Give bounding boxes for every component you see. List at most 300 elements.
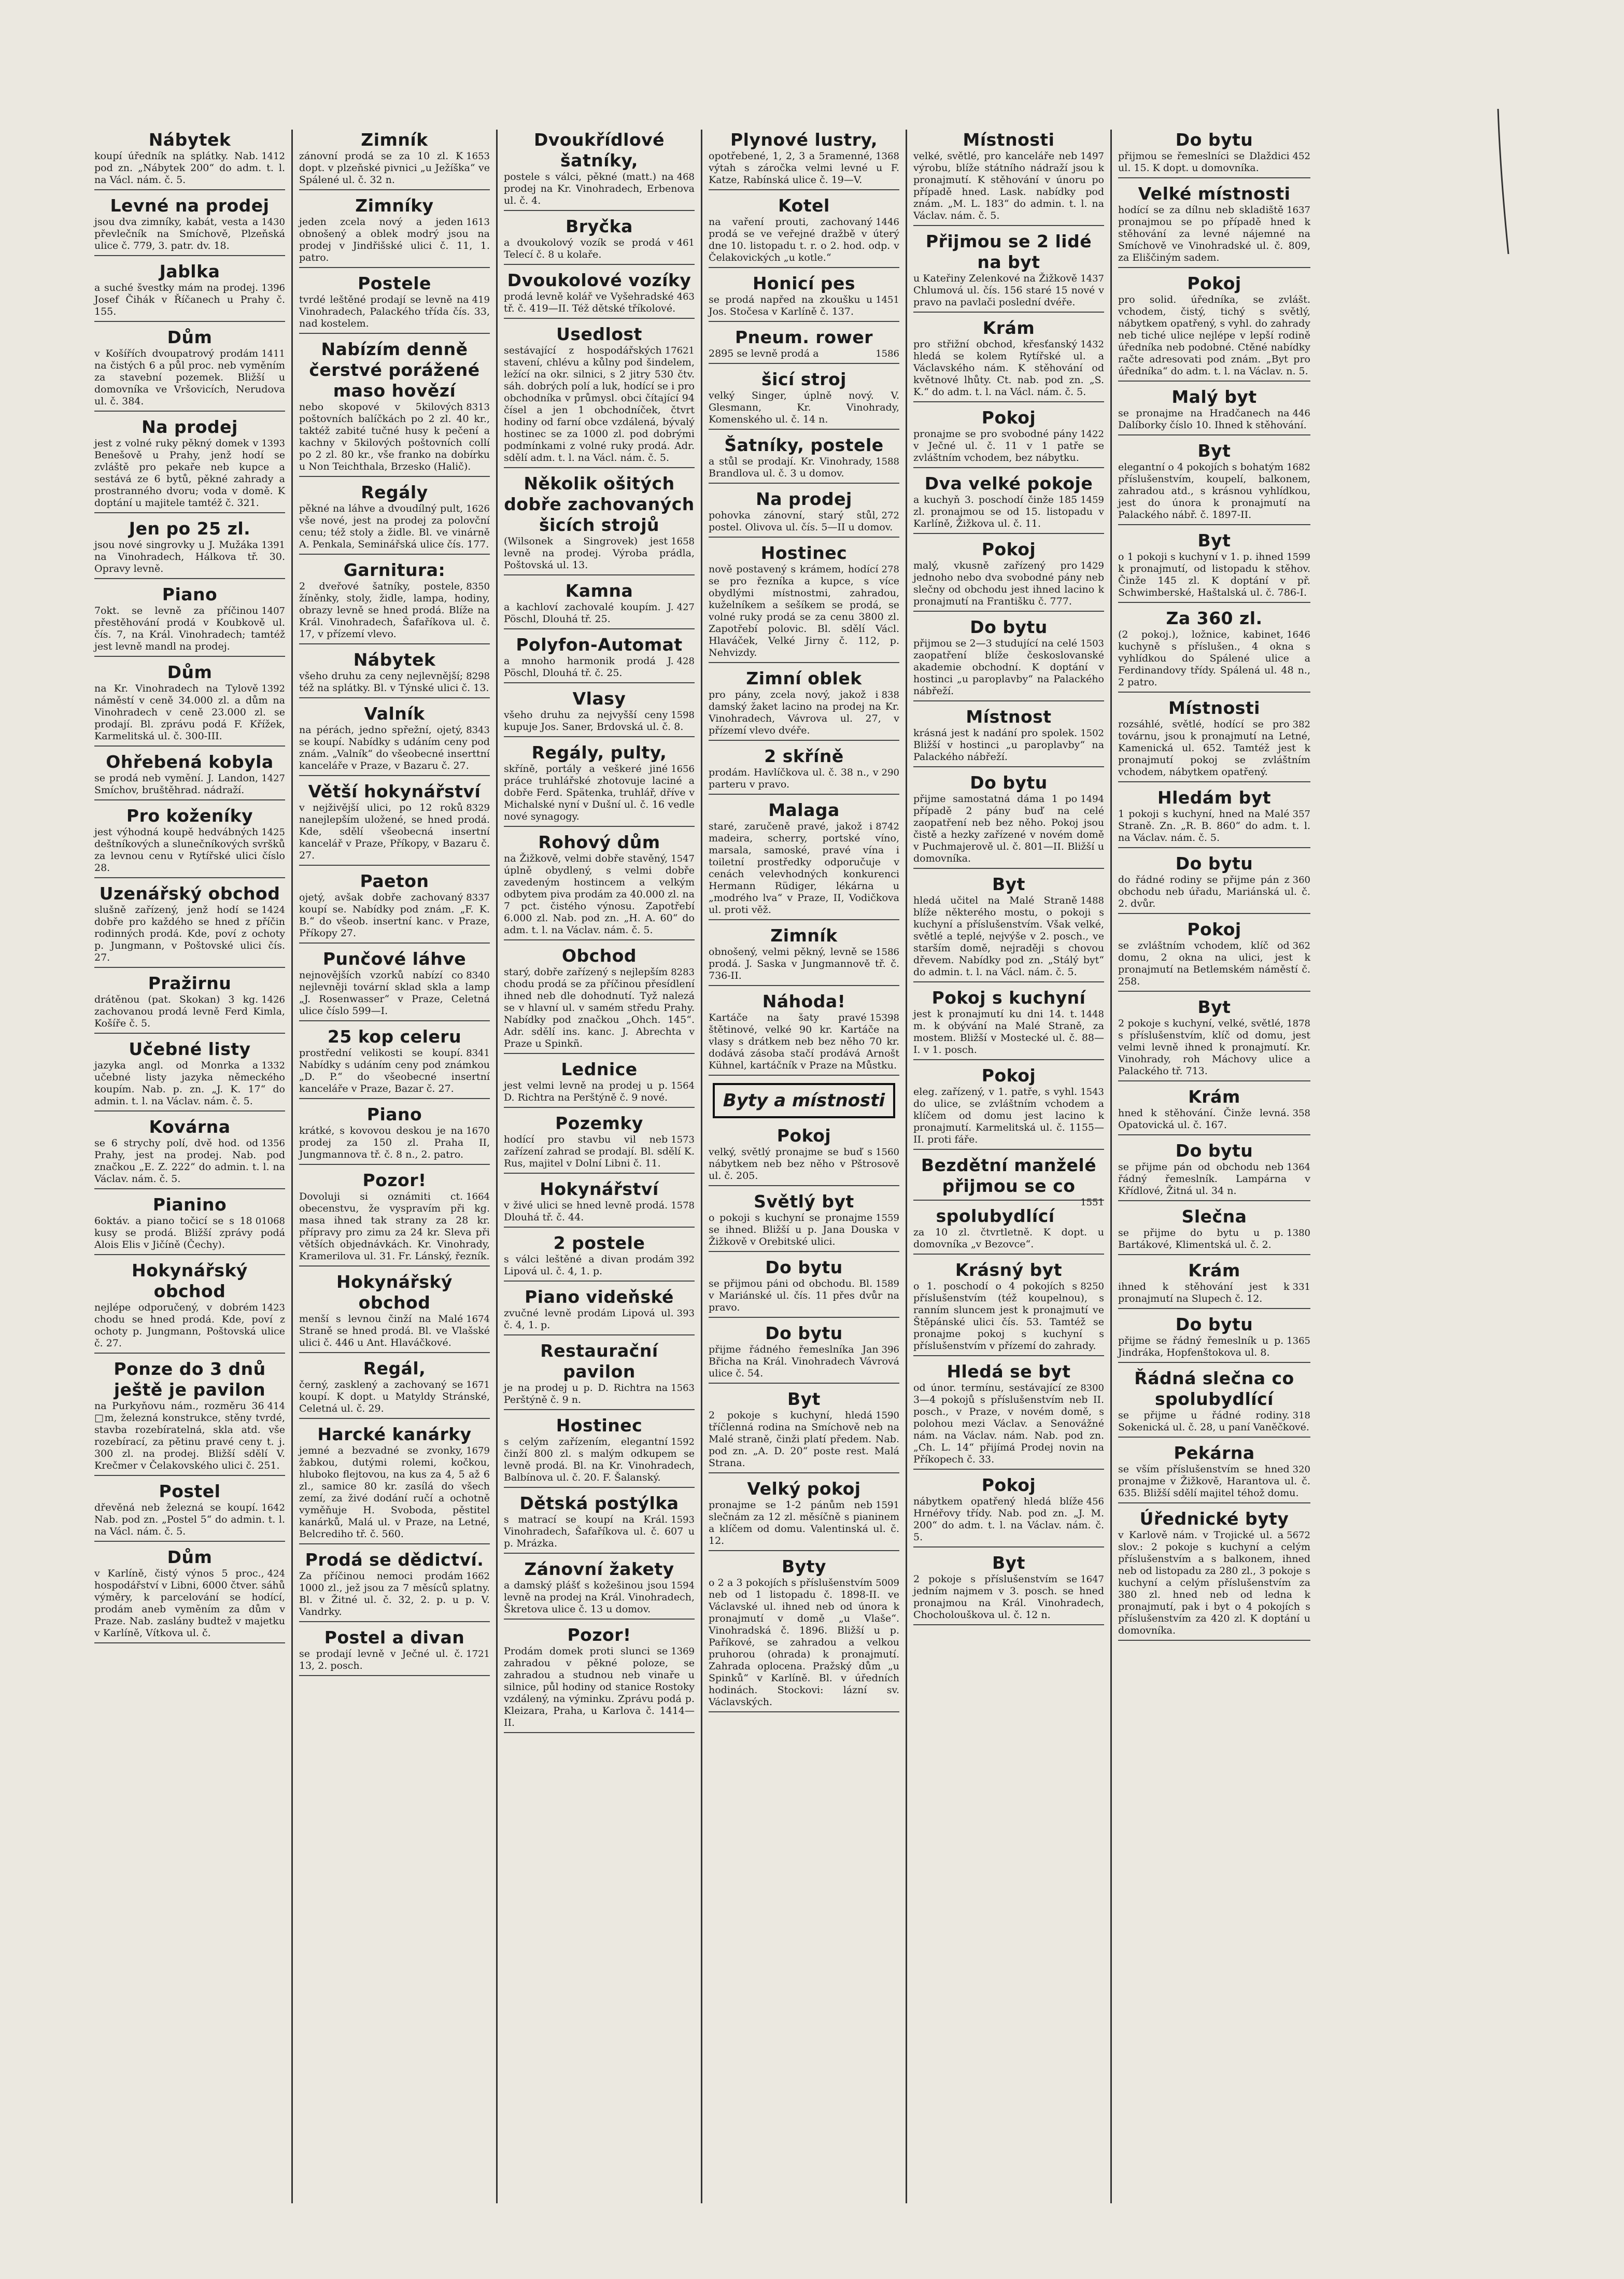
ad-heading: Krám <box>982 318 1035 338</box>
ad-number: 1502 <box>1080 728 1104 739</box>
ad-body: na Žižkově, velmi dobře stavěný, úplně obydlený, s velmi dobře zavedeným hostincem a velkým odbytem piva prodám za 40.000 zl. na 7 pct. čistého výnosu. Zapotřebí 6.000 zl. Nab. pod zn. „H. A. 60“ do adm. t. l. na Václav. nám. č. 5. <box>504 853 695 936</box>
ad-body: s válci leštěné a divan prodám Lipová ul. č. 4, 1. p. <box>504 1254 674 1277</box>
ad-body: přijme řádného řemeslníka Jan Břicha na Král. Vinohradech Vávrová ulice č. 54. <box>709 1344 899 1379</box>
classified-ad <box>94 1547 285 1643</box>
ad-text <box>299 724 490 772</box>
classified-ad <box>1118 184 1310 268</box>
ad-body: v Karlíně, čistý výnos 5 proc., hospodářství v Libni, 6000 čtver. sáhů výměry, k parcelování se hodící, prodám aneb vyměním za dům v Praze. Nab. zaslány budtež v majetku v Karlíně, Vítkova ul. č. <box>94 1568 285 1639</box>
ad-text <box>1118 1227 1310 1251</box>
ad-text <box>504 1254 695 1277</box>
ad-heading: Jablka <box>159 261 220 282</box>
ad-body: elegantní o 4 pokojích s bohatým příslušenstvím, koupelí, balkonem, zahradou atd., s krásnou vyhlídkou, jest do února k pronajmutí na Palackého nábř. č. 1897-II. <box>1118 461 1310 520</box>
ad-heading: Kovárna <box>149 1117 231 1137</box>
ad-body: pronajme se pro svobodné pány v Ječné ul. č. 11 v 1 patře se zvláštním vchodem, bez nábytku. <box>913 428 1104 463</box>
ad-heading: Pekárna <box>1174 1443 1255 1463</box>
ad-heading: Do bytu <box>765 1323 843 1343</box>
ad-heading: Kamna <box>565 581 633 601</box>
ad-text <box>299 401 490 473</box>
ad-heading: Postel a divan <box>324 1627 465 1648</box>
ad-number: 1391 <box>261 540 285 551</box>
ad-body: slušně zařízený, jenž hodí se dobře pro každého se hned z příčin rodinných prodá. Kde, poví z ochoty p. Jungmann, v Poštovské ulici čís. 27. <box>94 904 285 963</box>
classified-ad <box>913 1065 1104 1150</box>
classified-ad <box>709 369 899 430</box>
classified-ad <box>504 324 695 468</box>
ad-number: 1671 <box>466 1380 490 1390</box>
classified-ad <box>1118 530 1310 603</box>
ad-number: 1590 <box>875 1410 899 1421</box>
ad-text <box>504 1436 695 1484</box>
classified-ad <box>709 195 899 268</box>
classified-ad <box>709 746 899 795</box>
ad-body: přijme samostatná dáma 1 po případě 2 pány buď na celé zaopatření neb bez něho. Pokoj jsou čistě a hezky zařízené v novém domě v Puchmajerově ul. č. 801—II. Bližší u domovníka. <box>913 793 1104 864</box>
ad-body: velké, světlé, pro kanceláře neb výrobu, blíže státního nádraží jsou k pronajmutí. K stěhování v únoru po případě hned. Lask. nabídky pod znám. „M. L. 183“ do admin. t. l. na Václav. nám. č. 5. <box>913 150 1104 221</box>
ad-text <box>504 853 695 936</box>
ad-number: 1646 <box>1287 629 1310 640</box>
ad-heading: Přijmou se 2 lidé na byt <box>925 231 1092 272</box>
classified-ad <box>504 473 695 575</box>
ad-heading: Krám <box>1188 1087 1240 1107</box>
classified-ad <box>94 261 285 322</box>
ad-heading: Malaga <box>768 800 840 820</box>
ad-text <box>94 150 285 186</box>
ad-body: a mnoho harmonik prodá J. Pöschl, Dlouhá tř. č. 25. <box>504 655 674 679</box>
ad-text <box>299 150 490 186</box>
ad-body: staré, zaručeně pravé, jakož i madeira, scherry, portské víno, marsala, samoské, pravé vína i toiletní prostředky odporučuje v cenách velevhodných konkurenci Hermann Rüdiger, lékárna u „modrého lva“ v Praze, II, Vodičkova ul. proti věž. <box>709 821 899 916</box>
ad-number: 1560 <box>875 1147 899 1158</box>
classified-ad <box>1118 273 1310 382</box>
classified-ad <box>94 417 285 513</box>
ad-text <box>94 216 285 252</box>
ad-heading: Postel <box>159 1481 221 1501</box>
ad-body: od únor. termínu, sestávající ze 3—4 pokojů s příslušenstvím neb II. posch., v Praze, v novém domě, s polohou mezi Václav. a Senovážné nám. na Václav. nám. Nab. pod zn. „Ch. L. 14“ přijímá Prodej novin na Příkopech č. 33. <box>913 1382 1104 1465</box>
ad-heading: Pražirnu <box>148 973 232 993</box>
ad-number: 1437 <box>1080 273 1104 284</box>
ad-heading: Uzenářský obchod <box>99 883 280 904</box>
ad-number: 8250 <box>1080 1281 1104 1292</box>
classified-ad <box>1118 608 1310 693</box>
ad-number: 1658 <box>671 536 695 547</box>
ad-heading: Punčové láhve <box>322 949 467 969</box>
ad-text <box>94 683 285 742</box>
ad-number: 358 <box>1292 1108 1310 1119</box>
classified-ad <box>709 1257 899 1318</box>
ad-number: 838 <box>881 690 899 700</box>
ad-body: 2895 se levně prodá a <box>709 348 819 359</box>
ad-heading: Dům <box>167 662 213 682</box>
ad-number: 1412 <box>261 151 285 162</box>
ad-text <box>504 1382 695 1406</box>
ad-text <box>299 1125 490 1161</box>
ad-text <box>1118 1410 1310 1433</box>
ad-body: na vaření prouti, zachovaný prodá se ve veřejné dražbě v úterý dne 10. listopadu t. r. o 2. hod. odp. v Čelakovických „u kotle.“ <box>709 216 899 263</box>
ad-heading: 25 kop celeru <box>327 1026 462 1047</box>
classified-ad <box>504 1233 695 1282</box>
ad-body: krásná jest k nadání pro spolek. Bližší v hostinci „u paroplavby“ na Palackého nábřeží. <box>913 727 1104 763</box>
ad-heading: Místnosti <box>1168 698 1260 718</box>
ad-text <box>1118 461 1310 521</box>
ad-text <box>913 1086 1104 1146</box>
ad-text <box>504 237 695 261</box>
ad-number: 8343 <box>466 725 490 736</box>
ad-text <box>94 1502 285 1538</box>
ad-number: 331 <box>1292 1282 1310 1292</box>
ad-text <box>709 456 899 480</box>
ad-heading: Polyfon-Automat <box>516 635 683 655</box>
classified-ad <box>913 617 1104 701</box>
classified-ad <box>504 270 695 319</box>
ad-text <box>94 826 285 874</box>
ad-text <box>1118 1018 1310 1077</box>
classified-ad <box>94 662 285 747</box>
classified-ad <box>94 1359 285 1476</box>
ad-number: 1430 <box>261 217 285 228</box>
ad-body: se přijme do bytu u p. Bartákové, Klimentská ul. č. 2. <box>1118 1227 1284 1250</box>
ad-text <box>94 1137 285 1185</box>
ad-number: 1503 <box>1080 638 1104 649</box>
ad-number: 1586 <box>875 348 899 359</box>
ad-number: 1547 <box>671 853 695 864</box>
ad-text <box>504 601 695 625</box>
column-3 <box>498 130 702 2203</box>
classified-ad <box>299 781 490 866</box>
classified-ad <box>94 752 285 800</box>
classified-ad <box>504 1415 695 1488</box>
ad-heading: Obchod <box>561 946 637 966</box>
ad-body: obnošený, velmi pěkný, levně se prodá. J. Saska v Jungmannově tř. č. 736-II. <box>709 946 899 981</box>
ad-number: 1564 <box>671 1080 695 1091</box>
classified-ad <box>504 1059 695 1108</box>
ad-number: 278 <box>881 564 899 575</box>
ad-number: 1423 <box>261 1302 285 1313</box>
ad-number: 1488 <box>1080 895 1104 906</box>
ad-text <box>299 969 490 1017</box>
ad-body: všeho druhu za ceny nejlevnější; též na splátky. Bl. v Týnské ulici č. 13. <box>299 670 489 694</box>
ad-body: v nejživější ulici, po 12 roků nanejlepším uložené, se hned prodá. Kde, sdělí všeobecná insertní kancelář v Praze, Příkopy, v Bazaru č. 27. <box>299 802 490 861</box>
ad-text <box>913 895 1104 978</box>
ad-number: 1563 <box>671 1383 695 1394</box>
ad-number: 1551 <box>1080 1197 1104 1208</box>
classified-ad <box>299 650 490 698</box>
ad-number: 1653 <box>466 151 490 162</box>
ad-body: prostřední velikosti se koupí. Nabídky s udáním ceny pod známkou „D. P.“ do všeobecné insertní kanceláře v Praze, Bazar č. 27. <box>299 1047 490 1094</box>
ad-heading: Nábytek <box>353 650 436 670</box>
ad-heading: Hokynářský obchod <box>132 1260 248 1301</box>
ad-body: 2 pokoje s kuchyní, velké, světlé, s příslušenstvím, klíč od domu, jest velmi levně ihned k pronajmutí. Kr. Vinohrady, roh Máchovy ulice a Palackého tř. 713. <box>1118 1018 1310 1077</box>
ad-number: 428 <box>676 656 695 667</box>
ad-body: jest velmi levně na prodej u p. D. Richtra na Perštýně č. 9 nové. <box>504 1080 668 1103</box>
ad-text <box>299 1445 490 1540</box>
classified-ad <box>504 1493 695 1554</box>
ad-heading: Byt <box>1197 441 1231 461</box>
ad-body: s celým zařízením, elegantní činží 800 zl. s malým odkupem se levně prodá. Bl. na Kr. Vinohradech, Balbínova ul. č. 20. F. Šalanský. <box>504 1436 695 1483</box>
classified-ad <box>1118 1368 1310 1438</box>
ad-heading: Ohřebená kobyla <box>106 752 274 772</box>
ad-text <box>504 966 695 1050</box>
ad-heading: Kotel <box>778 195 830 216</box>
ad-body: se prodají levně v Ječné ul. č. 13, 2. posch. <box>299 1648 463 1671</box>
ad-text <box>94 282 285 318</box>
ad-number: 392 <box>676 1254 695 1265</box>
ad-number: 1578 <box>671 1200 695 1211</box>
classified-ad <box>709 1323 899 1384</box>
ad-heading: Byt <box>992 1553 1025 1573</box>
classified-ad <box>1118 919 1310 992</box>
ad-body: hned k stěhování. Činže levná. Opatovická ul. č. 167. <box>1118 1107 1290 1131</box>
ad-number: 1592 <box>671 1437 695 1447</box>
ad-body: rozsáhlé, světlé, hodící se pro továrnu, jsou k pronajmutí na Letné, Kamenická ul. 652. Tamtéž jest k pronajmutí pokoj se zvláštním vchodem, nábytkem opatřený. <box>1118 719 1310 778</box>
ad-heading: Světlý byt <box>754 1191 854 1212</box>
classified-ad <box>913 539 1104 612</box>
ad-text <box>709 1146 899 1182</box>
ad-number: 1393 <box>261 438 285 449</box>
ad-body: jsou dva zimníky, kabát, vesta a převlečník na Smíchově, Plzeňská ulice č. 779, 3. patr. dv. 18. <box>94 216 285 251</box>
ad-body: na Purkyňovu nám., rozměru 36 □m, železná konstrukce, stěny tvrdé, stavba rozebíratelná, skla atd. vše rozebírací, za pětinu pravé ceny t. j. 300 zl. na prodej. Bližší sdělí V. Krečmer v Čelakovského ulici č. 251. <box>94 1400 285 1471</box>
ad-body: Kartáče na šaty pravé štětinové, velké 90 kr. Kartáče na vlasy s drátkem neb bez něho 70 kr. dodává zásoba stačí prodává Arnošt Kühnel, kartáčník v Praze na Můstku. <box>709 1012 899 1071</box>
ad-text <box>913 1382 1104 1466</box>
ad-text <box>1118 1161 1310 1197</box>
ad-text <box>709 294 899 318</box>
classified-ad <box>504 1625 695 1733</box>
ad-heading: Pokoj <box>1187 919 1241 939</box>
ad-number: 1559 <box>875 1213 899 1223</box>
ad-text <box>1118 808 1310 844</box>
ad-heading: Pneum. rower <box>735 327 873 347</box>
ad-heading: Do bytu <box>765 1257 843 1277</box>
ad-text <box>504 536 695 571</box>
ad-number: 1364 <box>1287 1162 1310 1173</box>
ad-text <box>1118 874 1310 910</box>
column-2 <box>293 130 498 2203</box>
ad-body: (Wilsonek a Singrovek) jest levně na prodej. Výroba prádla, Poštovská ul. 13. <box>504 536 695 571</box>
ad-text <box>299 670 490 694</box>
ad-number: 8742 <box>875 821 899 832</box>
ad-number: 1332 <box>261 1060 285 1071</box>
ad-number: 393 <box>676 1308 695 1319</box>
ad-number: 272 <box>881 510 899 521</box>
ad-heading: Byt <box>787 1389 821 1409</box>
ad-body: a stůl se prodají. Kr. Vinohrady, Brandlova ul. č. 3 u domov. <box>709 456 873 479</box>
ad-heading: Regál, <box>363 1358 426 1378</box>
column-1 <box>88 130 293 2203</box>
classified-ad <box>299 1272 490 1353</box>
classified-ad <box>913 1553 1104 1625</box>
ad-heading: Dům <box>167 1547 213 1567</box>
ad-number: 1429 <box>1080 560 1104 571</box>
ad-number: 452 <box>1292 151 1310 162</box>
classified-ad <box>1118 1443 1310 1503</box>
ad-text <box>913 339 1104 398</box>
ad-number: 1369 <box>671 1646 695 1657</box>
ad-heading: Bryčka <box>566 216 633 236</box>
classified-ad <box>504 1113 695 1174</box>
ad-heading: Velký pokoj <box>747 1479 861 1499</box>
ad-text <box>1118 407 1310 431</box>
ad-text <box>299 216 490 264</box>
classified-ad <box>913 407 1104 468</box>
ad-body: hodící pro stavbu vil neb zařízení zahrad se prodají. Bl. sdělí K. Rus, majitel v Dolní Libni č. 11. <box>504 1134 695 1169</box>
ad-body: pro střižní obchod, křesťanský hledá se kolem Rytířské ul. a Václavského nám. K stěhování od květnové lhůty. Ct. nab. pod zn. „S. K.“ do adm. t. l. na Václ. nám. č. 5. <box>913 339 1104 398</box>
ad-body: všeho druhu za nejvyšší ceny kupuje Jos. Saner, Brdovská ul. č. 8. <box>504 709 684 733</box>
classified-ad <box>94 973 285 1034</box>
ad-text <box>299 1379 490 1415</box>
ad-number: 1380 <box>1287 1228 1310 1239</box>
classified-ad <box>94 518 285 579</box>
classified-ad <box>299 1170 490 1267</box>
classified-ad <box>94 130 285 190</box>
ad-text <box>1118 1529 1310 1637</box>
ad-number: 1392 <box>261 683 285 694</box>
classified-ad <box>94 1260 285 1354</box>
ad-number: 1459 <box>1080 495 1104 505</box>
ad-number: 1427 <box>261 773 285 784</box>
classified-ad <box>709 800 899 920</box>
ad-body: 1 pokoji s kuchyní, hned na Malé Straně. Zn. „R. B. 860“ do adm. t. l. na Václav. nám. č. 5. <box>1118 808 1310 843</box>
ad-heading: Pokoj <box>981 1065 1036 1086</box>
classified-ad <box>504 1287 695 1335</box>
classified-ad <box>1118 853 1310 914</box>
ad-text <box>94 1215 285 1251</box>
ad-heading: Restaurační pavilon <box>540 1341 658 1382</box>
ad-heading: Hostinec <box>556 1415 643 1436</box>
classified-ad <box>1118 1260 1310 1309</box>
classified-ad <box>504 688 695 737</box>
ad-number: 360 <box>1292 875 1310 885</box>
ad-heading: Pozor! <box>362 1170 427 1190</box>
ad-body: na Kr. Vinohradech na Tylově náměstí v ceně 34.000 zl. a dům na Vinohradech v ceně 23.000 zl. se prodají. Bl. zprávu podá F. Křížek, Karmelitská ul. č. 300-III. <box>94 683 285 742</box>
classified-ad <box>913 231 1104 313</box>
ad-body: velký, světlý pronajme se buď s nábytkem neb bez něho v Pštrosově ul. č. 205. <box>709 1146 899 1181</box>
ad-body: se přijmou páni od obchodu. Bl. v Mariánské ul. čís. 11 přes dvůr na pravo. <box>709 1278 899 1313</box>
ad-body: a suché švestky mám na prodej. Josef Čihák v Říčanech u Prahy č. 155. <box>94 282 285 317</box>
ad-heading: Řádná slečna co spolubydlící <box>1134 1368 1294 1409</box>
classified-ad <box>504 946 695 1054</box>
ad-text <box>1118 1281 1310 1305</box>
ad-text <box>709 689 899 737</box>
ad-heading: Garnitura: <box>343 560 446 580</box>
ad-body: jsou nové singrovky u J. Mužáka na Vinohradech, Hálkova tř. 30. Opravy levně. <box>94 539 285 574</box>
ad-body: se 6 strychy polí, dvě hod. od Prahy, jest na prodej. Nab. pod značkou „E. Z. 222“ do admin. t. l. na Václav. nám. č. 5. <box>94 1137 285 1185</box>
ad-text <box>1118 150 1310 174</box>
ad-body: dřevěná neb železná se koupí. Nab. pod zn. „Postel 5“ do admin. t. l. na Václ. nám. č. 5. <box>94 1502 285 1537</box>
classified-ad <box>913 874 1104 982</box>
ad-heading: Pro koženíky <box>126 806 253 826</box>
ad-body: Za příčinou nemoci prodám 1000 zl., jež jsou za 7 měsíců splatny. Bl. v Žitné ul. č. 32, 2. p. u p. V. Vandrky. <box>299 1570 490 1617</box>
ad-number: 8350 <box>466 581 490 592</box>
ad-number: 1613 <box>466 217 490 228</box>
ad-heading: Učebné listy <box>129 1039 251 1059</box>
ad-text <box>709 821 899 916</box>
ad-body: u Kateřiny Zelenkové na Žižkově Chlumová ul. čís. 156 staré 15 nové v pravo na pavlači poslední dvéře. <box>913 273 1104 308</box>
ad-number: 427 <box>676 602 695 613</box>
ad-text <box>94 994 285 1030</box>
ad-number: 320 <box>1292 1464 1310 1475</box>
ad-number: 1642 <box>261 1502 285 1513</box>
ad-number: 396 <box>881 1344 899 1355</box>
ad-number: 1594 <box>671 1580 695 1591</box>
ad-number: 419 <box>472 294 490 305</box>
ad-number: 8313 <box>466 402 490 413</box>
ad-text <box>299 1648 490 1672</box>
column-4 <box>702 130 907 2203</box>
ad-body: nábytkem opatřený hledá blíže Hrnéřovy třídy. Nab. pod zn. „J. M. 200“ do adm. t. l. na Václav. nám. č. 5. <box>913 1496 1104 1543</box>
ad-text <box>709 1344 899 1380</box>
ad-text <box>1118 629 1310 688</box>
ad-text <box>1118 294 1310 377</box>
classified-ad <box>913 1361 1104 1470</box>
section-heading-box: Byty a místnosti <box>713 1083 895 1118</box>
ad-text <box>94 348 285 407</box>
classified-ad <box>913 130 1104 226</box>
ad-text <box>504 1514 695 1550</box>
classified-ad <box>709 1389 899 1473</box>
ad-body: zánovní prodá se za 10 zl. K dopt. v plzeňské pivnici „u Ježíška“ ve Spálené ul. č. 32 n. <box>299 150 490 186</box>
classified-ad <box>299 1424 490 1544</box>
ad-body: 6oktáv. a piano točicí se s 18 kusy se prodá. Bližší zprávy podá Alois Elis v Jičíně (Čechy). <box>94 1215 285 1250</box>
ad-number: 8329 <box>466 803 490 813</box>
ad-text <box>504 1645 695 1729</box>
ad-text <box>1118 719 1310 778</box>
classified-ad <box>1118 1314 1310 1363</box>
ad-text <box>299 503 490 551</box>
ad-heading: Byty <box>782 1556 826 1577</box>
ad-heading: Honicí pes <box>752 273 856 293</box>
ad-heading: Pokoj <box>981 407 1036 428</box>
ad-number: 1396 <box>261 283 285 293</box>
ad-body: jest k pronajmutí ku dni 14. t. m. k obývání na Malé Straně, za mostem. Bližší v Mostecké ul. č. 88—I. v 1. posch. <box>913 1008 1104 1056</box>
ad-text <box>94 1060 285 1107</box>
ad-number: 1368 <box>875 151 899 162</box>
ad-heading: Valník <box>364 704 425 724</box>
ad-heading: Paeton <box>360 871 429 891</box>
classified-ad <box>1118 387 1310 435</box>
ad-text <box>913 1573 1104 1621</box>
classified-ad <box>299 482 490 555</box>
ad-heading: Hledá se byt <box>947 1361 1071 1382</box>
ad-body: pěkné na láhve a dvoudílný pult, vše nové, jest na prodej za polovční cenu; též stoly a židle. Bl. ve vinárně A. Penkala, Seminářská ulice čís. 177. <box>299 503 490 550</box>
ad-body: s matrací se koupí na Král. Vinohradech, Šafaříkova ul. č. 607 u p. Mrázka. <box>504 1514 695 1549</box>
ad-heading: Piano <box>366 1104 422 1124</box>
classified-ad <box>299 560 490 644</box>
ad-text <box>913 1008 1104 1056</box>
classified-ad <box>94 1194 285 1255</box>
ad-number: 463 <box>676 291 695 302</box>
ad-heading: Do bytu <box>970 772 1048 793</box>
ad-heading: Usedlost <box>556 324 642 344</box>
classified-ad <box>504 1559 695 1620</box>
classified-ad <box>94 1117 285 1189</box>
ad-heading: Slečna <box>1181 1206 1247 1227</box>
ad-heading: Zánovní žakety <box>524 1559 674 1579</box>
ad-body: starý, dobře zařízený s nejlepším chodu prodá se za příčinou přesídlení ihned neb dle dohodnutí. Tyž nalezá se v hlavní ul. v samém středu Prahy. Nabídky pod značkou „Ohch. 145“. Adr. sdělí ins. kanc. J. Abrechta v Praze u Spinkñ. <box>504 966 695 1049</box>
ad-number: 414 <box>267 1401 285 1412</box>
ad-number: 8340 <box>466 970 490 981</box>
ad-body: o 1 pokoji s kuchyní v 1. p. ihned k pronajmutí, od listopadu k stěhov. Činže 145 zl. K doptání v př. Schwimberské, Haštalská ul. č. 786-I. <box>1118 551 1310 598</box>
ad-heading: Jen po 25 zl. <box>129 518 251 539</box>
ad-body: do řádné rodiny se přijme pán z obchodu neb úřadu, Mariánská ul. č. 2. dvůr. <box>1118 874 1310 909</box>
ad-text <box>709 946 899 982</box>
ad-heading: Místnost <box>966 707 1052 727</box>
ad-text <box>913 727 1104 763</box>
ad-text <box>709 1212 899 1248</box>
ad-body: se vším příslušenstvím se hned pronajme v Žižkově, Harantova ul. č. 635. Bližší sdělí majitel téhož domu. <box>1118 1464 1310 1499</box>
ad-number: 1424 <box>261 905 285 916</box>
ad-body: 2 dveřové šatníky, postele, žíněnky, stoly, židle, lampa, hodiny, obrazy levně se hned prodá. Blíže na Král. Vinohradech, Šafaříkova ul. č. 17, v přízemí vlevo. <box>299 581 490 640</box>
ad-body: za 10 zl. čtvrtletně. K dopt. u domovníka „v Bezovce“. <box>913 1227 1104 1250</box>
ad-heading: Na prodej <box>142 417 238 437</box>
ad-text <box>913 273 1104 308</box>
ad-text <box>299 1047 490 1095</box>
column-5 <box>907 130 1112 2203</box>
